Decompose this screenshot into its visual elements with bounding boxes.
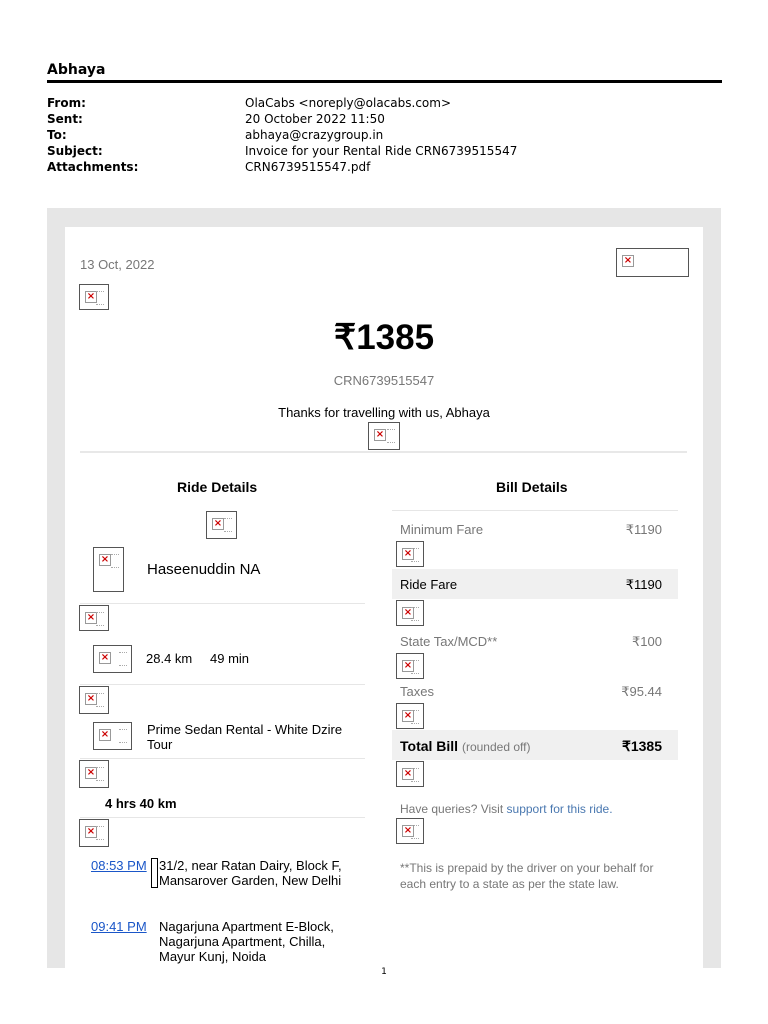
bill-label: Ride Fare [400,577,458,592]
driver-name: Haseenuddin NA [147,561,261,578]
bill-value: ₹1190 [625,522,662,537]
attachments-label: Attachments: [47,160,139,174]
total-label-text: Total Bill [400,738,459,754]
subject-label: Subject: [47,144,103,158]
broken-image-icon: × [368,422,400,450]
broken-image-icon: × [616,248,689,277]
pickup-time[interactable]: 08:53 PM [91,858,147,873]
bill-details-title: Bill Details [496,479,568,495]
email-to-row [47,128,707,144]
thanks-message: Thanks for travelling with us, Abhaya [278,405,490,420]
drop-address: Nagarjuna Apartment E-Block, Nagarjuna Apartment, Chilla, Mayur Kunj, Noida [159,919,334,964]
pickup-address: 31/2, near Ratan Dairy, Block F, Mansarover Garden, New Delhi [159,858,342,888]
invoice-date: 13 Oct, 2022 [80,257,155,272]
broken-image-icon: × [396,818,424,844]
sent-label: Sent: [47,112,83,126]
subject-value: Invoice for your Rental Ride CRN6739515547 [245,144,518,158]
support-link[interactable]: support for this ride. [506,802,613,816]
broken-image-icon: × [396,761,424,787]
bill-row-minimum-fare [392,514,678,544]
broken-image-icon: × [396,703,424,729]
broken-image-icon: × [396,653,424,679]
bill-row-ride-fare [392,569,678,599]
bill-row-taxes [392,676,678,706]
email-recipient-name: Abhaya [47,62,106,78]
bill-value: ₹100 [632,634,662,649]
from-label: From: [47,96,86,110]
total-label [400,738,530,754]
ride-separator [80,758,365,759]
ride-separator [80,603,365,604]
email-from-row [47,96,707,112]
state-tax-footnote: **This is prepaid by the driver on your behalf for each entry to a state as per the state law. [400,861,654,891]
ride-distance: 28.4 km [146,651,193,666]
bill-row-total [392,730,678,760]
header-rule [47,80,722,83]
crn-number: CRN6739515547 [333,373,435,388]
queries-label: Have queries? Visit [400,802,504,816]
broken-image-icon: × [396,600,424,626]
attachment-file[interactable]: CRN6739515547.pdf [245,160,371,174]
queries-text [400,802,613,816]
to-value: abhaya@crazygroup.in [245,128,384,142]
from-value: OlaCabs <noreply@olacabs.com> [245,96,452,110]
ride-details-title: Ride Details [177,479,258,495]
car-type: Prime Sedan Rental - White Dzire Tour [147,722,343,752]
broken-image-icon: × [79,686,109,714]
rental-package: 4 hrs 40 km [105,796,177,811]
email-sent-row [47,112,707,128]
email-subject-row [47,144,707,160]
bill-label: Taxes [400,684,434,699]
car-icon: × [93,722,132,750]
broken-image-icon: × [79,819,109,847]
to-label: To: [47,128,67,142]
page-number: 1 [381,967,387,977]
bill-value: ₹1190 [625,577,662,592]
rounded-off-note: (rounded off) [461,740,531,754]
bill-separator [392,510,678,511]
route-marker-icon [151,858,158,888]
broken-image-icon: × [79,605,109,631]
broken-image-icon: × [206,511,237,539]
invoice-amount: ₹1385 [333,318,435,357]
ride-separator [80,684,365,685]
bill-row-state-tax [392,626,678,656]
broken-image-icon: × [79,284,109,310]
section-divider [80,451,687,453]
distance-icon: × [93,645,132,673]
bill-label: Minimum Fare [400,522,484,537]
broken-image-icon: × [396,541,424,567]
email-attachments-row [47,160,707,176]
sent-value: 20 October 2022 11:50 [245,112,385,126]
bill-label: State Tax/MCD** [400,634,498,649]
broken-image-icon: × [79,760,109,788]
drop-time[interactable]: 09:41 PM [91,919,147,934]
total-value: ₹1385 [621,738,662,754]
ride-duration: 49 min [210,651,250,666]
driver-photo-icon: × [93,547,124,592]
ride-separator [80,817,365,818]
bill-value: ₹95.44 [621,684,662,699]
